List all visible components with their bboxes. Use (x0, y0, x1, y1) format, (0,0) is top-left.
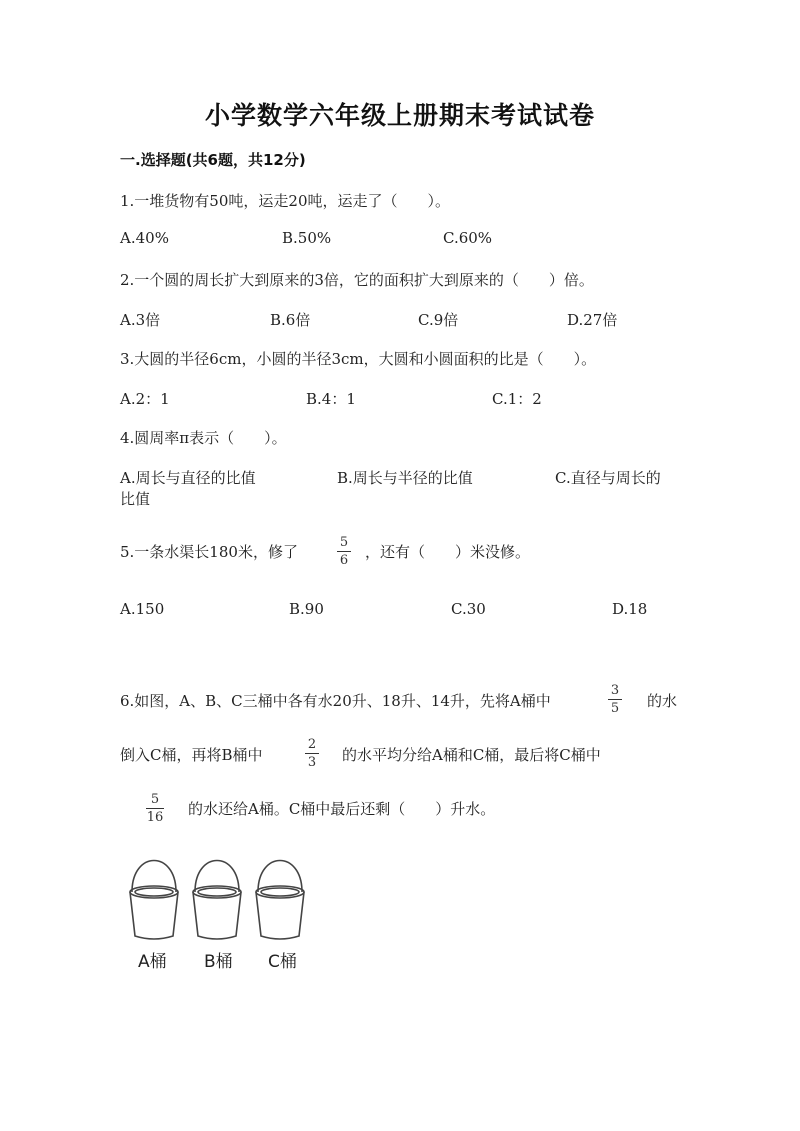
fraction-numerator: 3 (610, 683, 620, 698)
question-5-option-c: C.30 (451, 600, 486, 618)
question-3-option-b: B.4：1 (306, 390, 356, 408)
question-2-option-b: B.6倍 (270, 311, 311, 329)
fraction-denominator: 16 (146, 810, 164, 825)
question-4-stem: 4.圆周率π表示（ ）。 (120, 429, 287, 447)
question-3-option-a: A.2：1 (120, 390, 170, 408)
question-6-line3: 的水还给A桶。C桶中最后还剩（ ）升水。 (188, 800, 496, 818)
bucket-c-label: C桶 (268, 952, 297, 972)
question-5-stem-after: ，还有（ ）米没修。 (365, 543, 531, 561)
question-5-stem-before: 5.一条水渠长180米，修了 (120, 543, 298, 561)
question-5-fraction (337, 535, 351, 568)
fraction-numerator: 2 (307, 737, 317, 752)
question-1-option-c: C.60% (443, 229, 493, 247)
question-1-option-a: A.40% (120, 229, 169, 247)
bucket-a-label: A桶 (138, 952, 167, 972)
fraction-bar (146, 808, 164, 809)
bucket-a-icon (130, 861, 178, 940)
question-5-option-b: B.90 (289, 600, 324, 618)
question-6-line1-after: 的水 (647, 692, 678, 710)
question-6-line2-after: 的水平均分给A桶和C桶，最后将C桶中 (342, 746, 601, 764)
fraction-numerator: 5 (339, 535, 349, 550)
fraction-denominator: 6 (339, 553, 349, 568)
fraction-denominator: 5 (610, 701, 620, 716)
question-3-stem: 3.大圆的半径6cm，小圆的半径3cm，大圆和小圆面积的比是（ ）。 (120, 350, 597, 368)
question-1-stem: 1.一堆货物有50吨，运走20吨，运走了（ ）。 (120, 192, 450, 210)
question-2-stem: 2.一个圆的周长扩大到原来的3倍，它的面积扩大到原来的（ ）倍。 (120, 271, 594, 289)
page-title: 小学数学六年级上册期末考试试卷 (204, 101, 595, 130)
buckets-illustration (124, 856, 314, 946)
fraction-bar (608, 699, 622, 700)
question-6-fraction-3 (146, 792, 164, 825)
question-5-option-d: D.18 (612, 600, 648, 618)
question-6-fraction-1 (608, 683, 622, 716)
fraction-denominator: 3 (307, 755, 317, 770)
question-3-option-c: C.1：2 (492, 390, 542, 408)
question-1-option-b: B.50% (282, 229, 332, 247)
question-4-option-a: A.周长与直径的比值 (120, 469, 256, 487)
question-4-option-c-continued: 比值 (120, 490, 151, 508)
question-6-fraction-2 (305, 737, 319, 770)
question-2-option-d: D.27倍 (567, 311, 618, 329)
question-6-line2: 倒入C桶，再将B桶中 (120, 746, 263, 764)
fraction-bar (337, 551, 351, 552)
question-2-option-c: C.9倍 (418, 311, 459, 329)
question-4-option-c: C.直径与周长的 (555, 469, 661, 487)
bucket-c-icon (256, 861, 304, 940)
question-6-line1: 6.如图，A、B、C三桶中各有水20升、18升、14升，先将A桶中 (120, 692, 551, 710)
question-4-option-b: B.周长与半径的比值 (337, 469, 473, 487)
section-heading: 一.选择题(共6题，共12分) (120, 151, 306, 169)
bucket-b-icon (193, 861, 241, 940)
fraction-numerator: 5 (150, 792, 160, 807)
question-2-option-a: A.3倍 (120, 311, 161, 329)
fraction-bar (305, 753, 319, 754)
bucket-b-label: B桶 (204, 952, 233, 972)
question-5-option-a: A.150 (120, 600, 165, 618)
